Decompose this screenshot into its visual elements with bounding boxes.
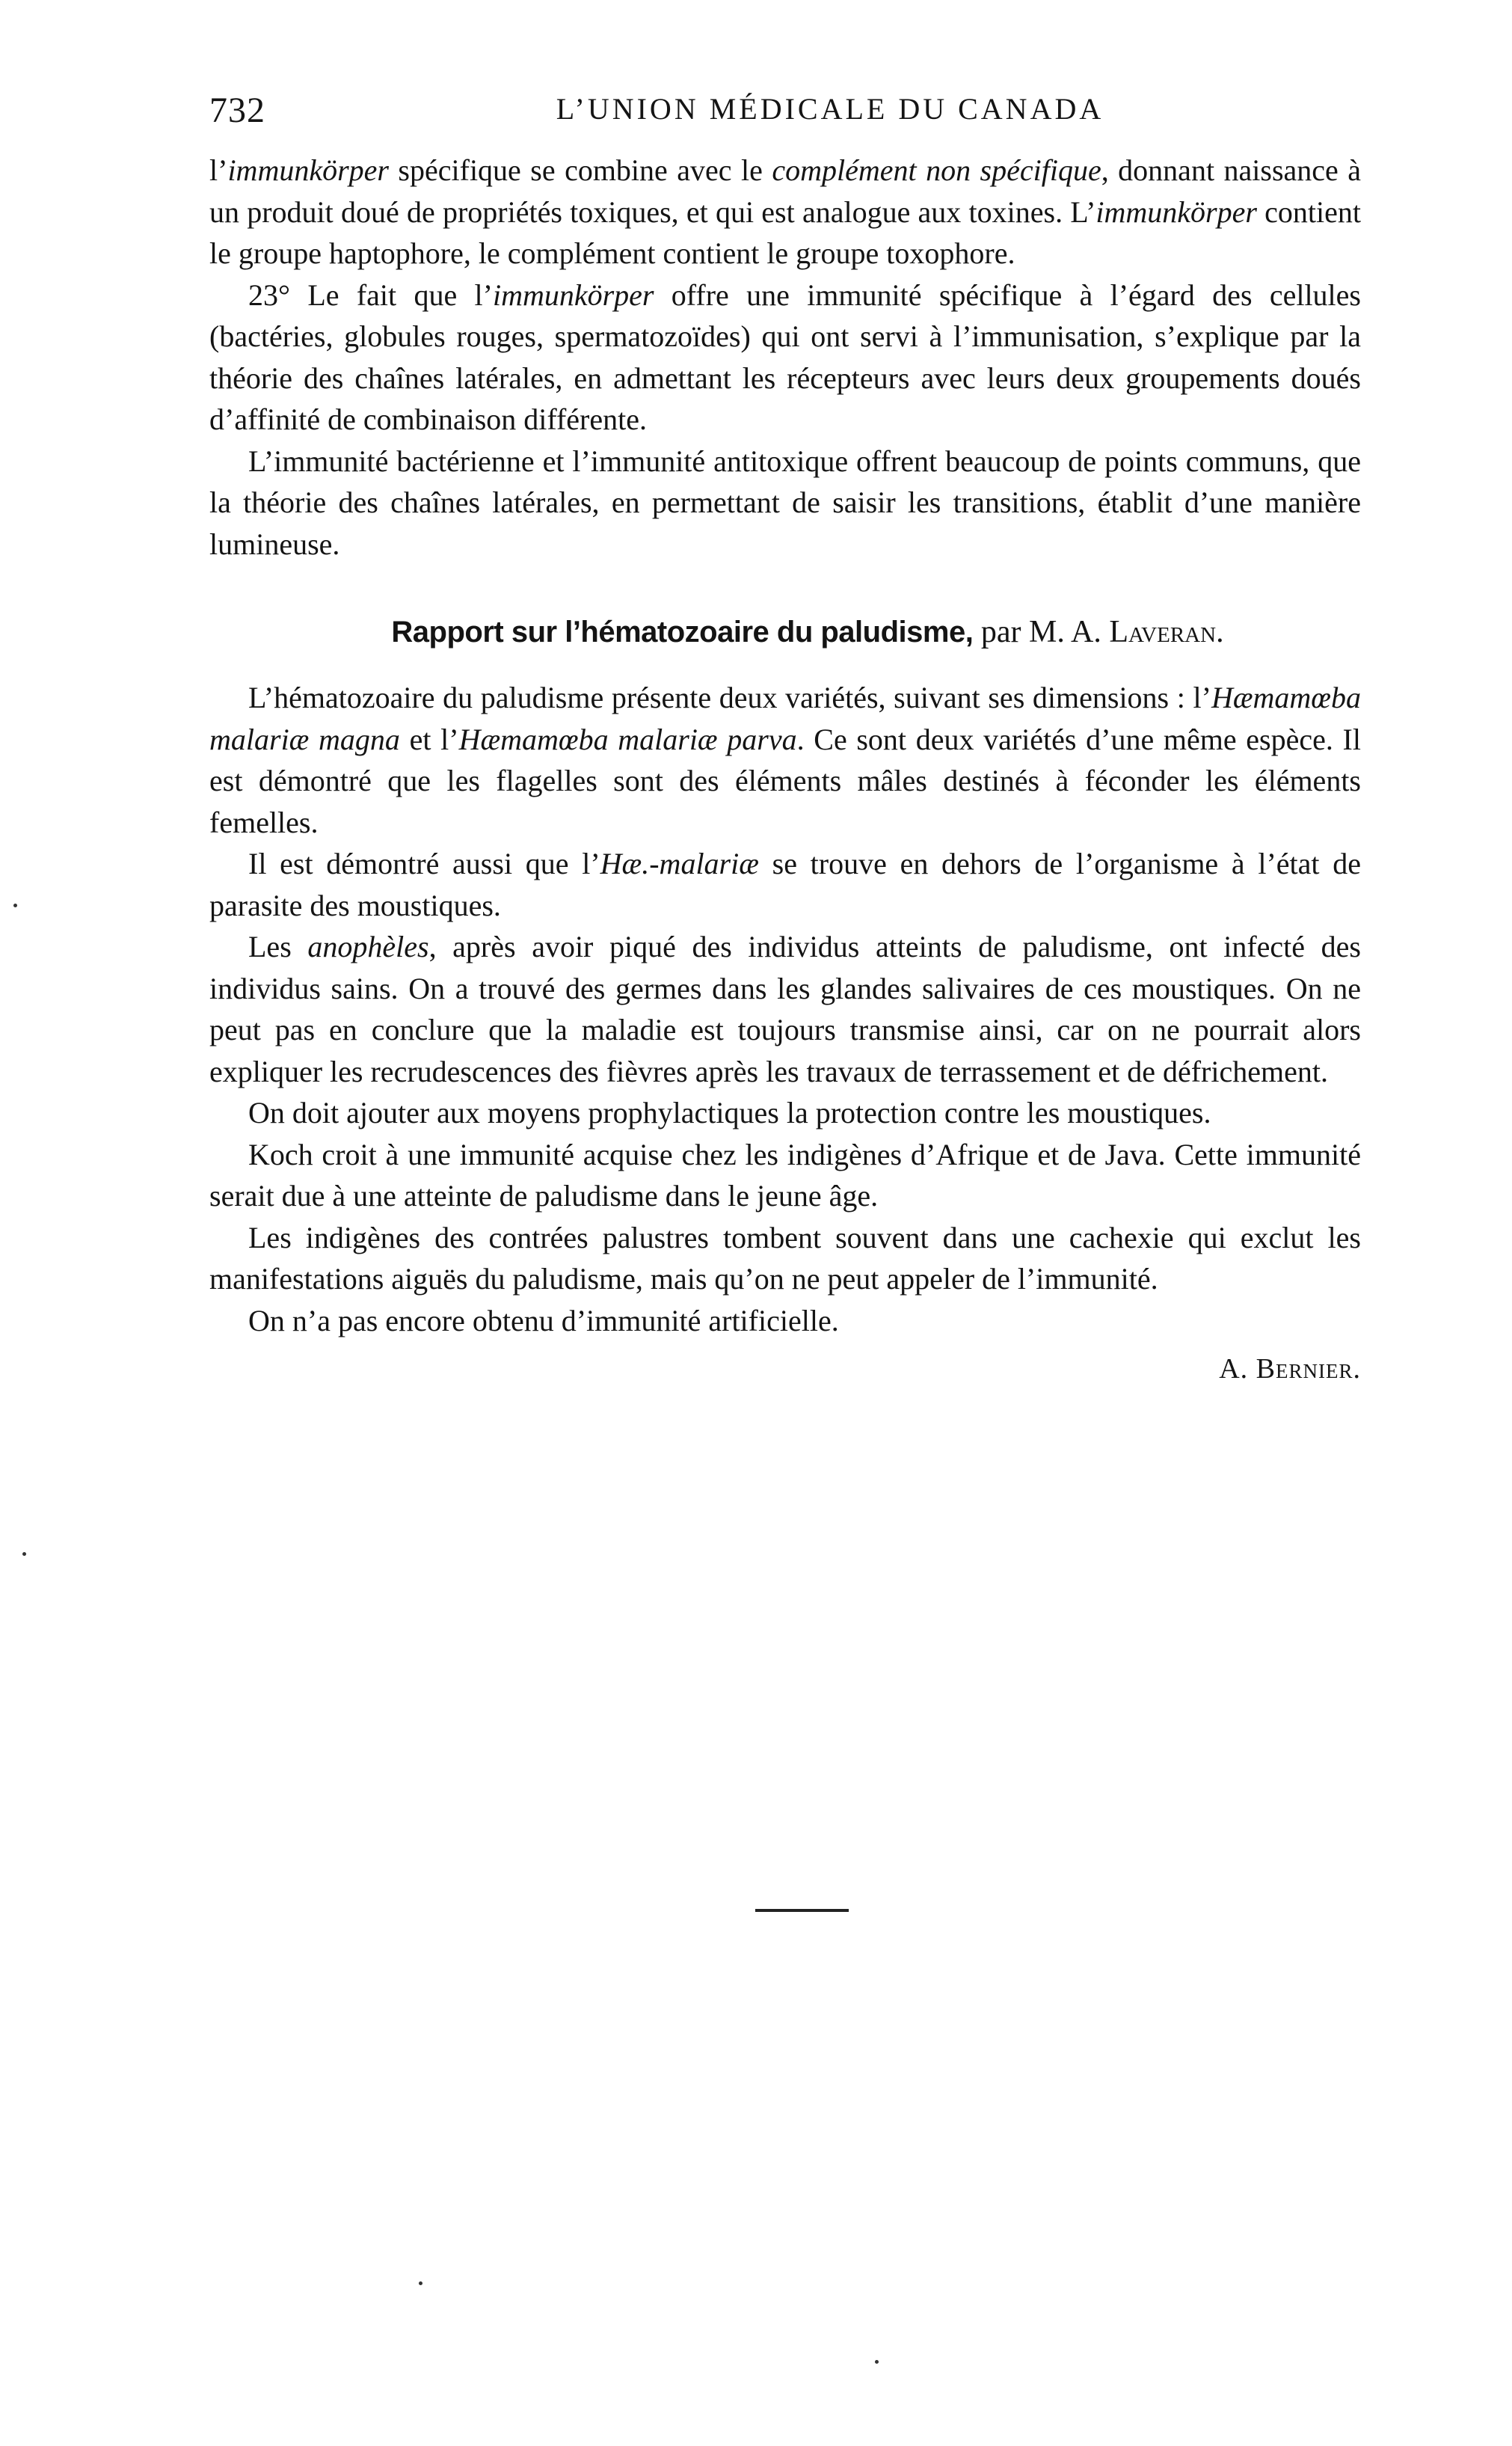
page-number: 732 [209,91,265,130]
page-body [209,82,1361,1390]
section-title: Rapport sur l’hématozoaire du paludisme, par M. A. Laveran. [391,615,1224,649]
page-header [209,82,1361,150]
paragraph-bacterial-immunity: L’immunité bactérienne et l’immunité antitoxique offrent beaucoup de points communs, que la théorie des chaînes latérales, en permettant de saisir les transitions, établit d’une manière lumineuse. [209,444,1361,561]
paragraph-koch-immunity: Koch croit à une immunité acquise chez les indigènes d’Afrique et de Java. Cette immunité serait due à une atteinte de paludisme dans le jeune âge. [209,1137,1361,1213]
running-head: L’UNION MÉDICALE DU CANADA [556,92,1104,126]
paragraph-mosquito-parasite: Il est démontré aussi que l’Hæ.-malariæ se trouve en dehors de l’organisme à l’état de parasite des moustiques. [209,847,1361,922]
section-title-author: M. A. Laveran. [1028,615,1224,649]
paragraph-artificial-immunity: On n’a pas encore obtenu d’immunité artificielle. [248,1303,839,1337]
section-end-rule [755,1909,849,1912]
paragraph-immunkorper-complement: l’immunkörper spécifique se combine avec le complément non spécifique, donnant naissance à un produit doué de propriétés toxiques, et qui est analogue aux toxines. L’immunkörper contient le groupe haptophore, le complément contient le groupe toxophore. [209,153,1362,270]
paragraph-anopheles: Les anophèles, après avoir piqué des individus atteints de paludisme, ont infecté des individus sains. On a trouvé des germes dans les glandes salivaires de ces moustiques. On ne peut pas en conclure que la maladie est toujours transmise ainsi, car on ne pourrait alors expliquer les recrudescences des fièvres après les travaux de terrassement et de défrichement. [209,930,1361,1088]
paragraph-hematozoaire-varieties: L’hématozoaire du paludisme présente deux variétés, suivant ses dimensions : l’Hæmamœba malariæ magna et l’Hæmamœba malariæ parva. Ce sont deux variétés d’une même espèce. Il est démontré que les flagelles sont des éléments mâles destinés à féconder les éléments femelles. [209,681,1361,839]
paragraph-prophylaxis: On doit ajouter aux moyens prophylactiques la protection contre les moustiques. [248,1096,1211,1129]
paragraph-point-23: 23° Le fait que l’immunkörper offre une immunité spécifique à l’égard des cellules (bactéries, globules rouges, spermatozoïdes) qui ont servi à l’immunisation, s’explique par la théorie des chaînes latérales, en admettant les récepteurs avec leurs deux groupements doués d’affinité de combinaison différente. [209,278,1361,436]
margin-speck-1 [13,904,17,907]
margin-speck-2 [22,1552,26,1556]
margin-speck-3 [419,2281,422,2285]
paragraph-cachexia: Les indigènes des contrées palustres tombent souvent dans une cachexie qui exclut les manifestations aiguës du paludisme, mais qu’on ne peut appeler de l’immunité. [209,1220,1361,1296]
author-signature: A. Bernier. [1219,1353,1361,1385]
margin-speck-4 [875,2360,879,2364]
section-title-main: Rapport sur l’hématozoaire du paludisme, [391,616,974,649]
